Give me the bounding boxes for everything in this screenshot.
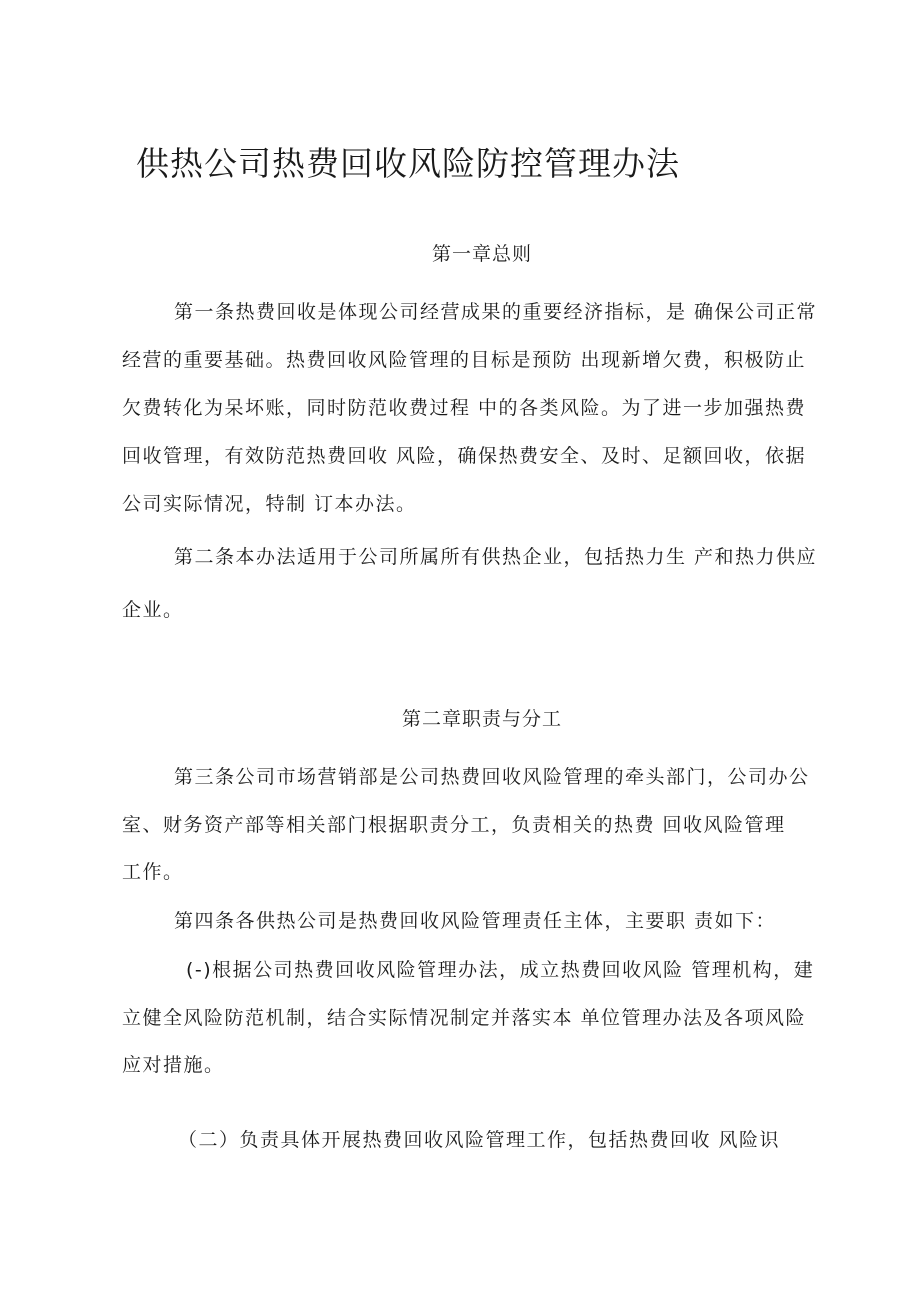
article-4-line-1: 第四条各供热公司是热费回收风险管理责任主体，主要职 责如下： bbox=[174, 910, 777, 932]
article-3-line-2: 室、财务资产部等相关部门根据职责分工，负责相关的热费 回收风险管理 bbox=[122, 814, 786, 836]
article-2-line-1: 第二条本办法适用于公司所属所有供热企业，包括热力生 产和热力供应 bbox=[174, 546, 818, 568]
document-title: 供热公司热费回收风险防控管理办法 bbox=[136, 144, 680, 183]
article-1-line-4: 回收管理，有效防范热费回收 风险，确保热费安全、及时、足额回收，依据 bbox=[122, 445, 807, 467]
chapter-1-heading: 第一章总则 bbox=[431, 243, 532, 265]
item-1-line-1: (-)根据公司热费回收风险管理办法，成立热费回收风险 管理机构，建 bbox=[186, 959, 815, 981]
article-2-line-2: 企业。 bbox=[122, 599, 184, 621]
article-1-line-2: 经营的重要基础。热费回收风险管理的目标是预防 出现新增欠费，积极防止 bbox=[122, 349, 807, 371]
article-1-line-1: 第一条热费回收是体现公司经营成果的重要经济指标，是 确保公司正常 bbox=[174, 301, 818, 323]
article-3-line-3: 工作。 bbox=[122, 861, 184, 883]
article-1-line-5: 公司实际情况，特制 订本办法。 bbox=[122, 493, 417, 515]
item-1-line-3: 应对措施。 bbox=[122, 1054, 225, 1076]
item-1-line-2: 立健全风险防范机制，结合实际情况制定并落实本 单位管理办法及各项风险 bbox=[122, 1007, 807, 1029]
article-3-line-1: 第三条公司市场营销部是公司热费回收风险管理的牵头部门，公司办公 bbox=[174, 766, 810, 788]
chapter-2-heading: 第二章职责与分工 bbox=[401, 708, 562, 730]
article-1-line-3: 欠费转化为呆坏账，同时防范收费过程 中的各类风险。为了进一步加强热费 bbox=[122, 397, 807, 419]
item-2-line-1: （二）负责具体开展热费回收风险管理工作，包括热费回收 风险识 bbox=[178, 1129, 781, 1151]
